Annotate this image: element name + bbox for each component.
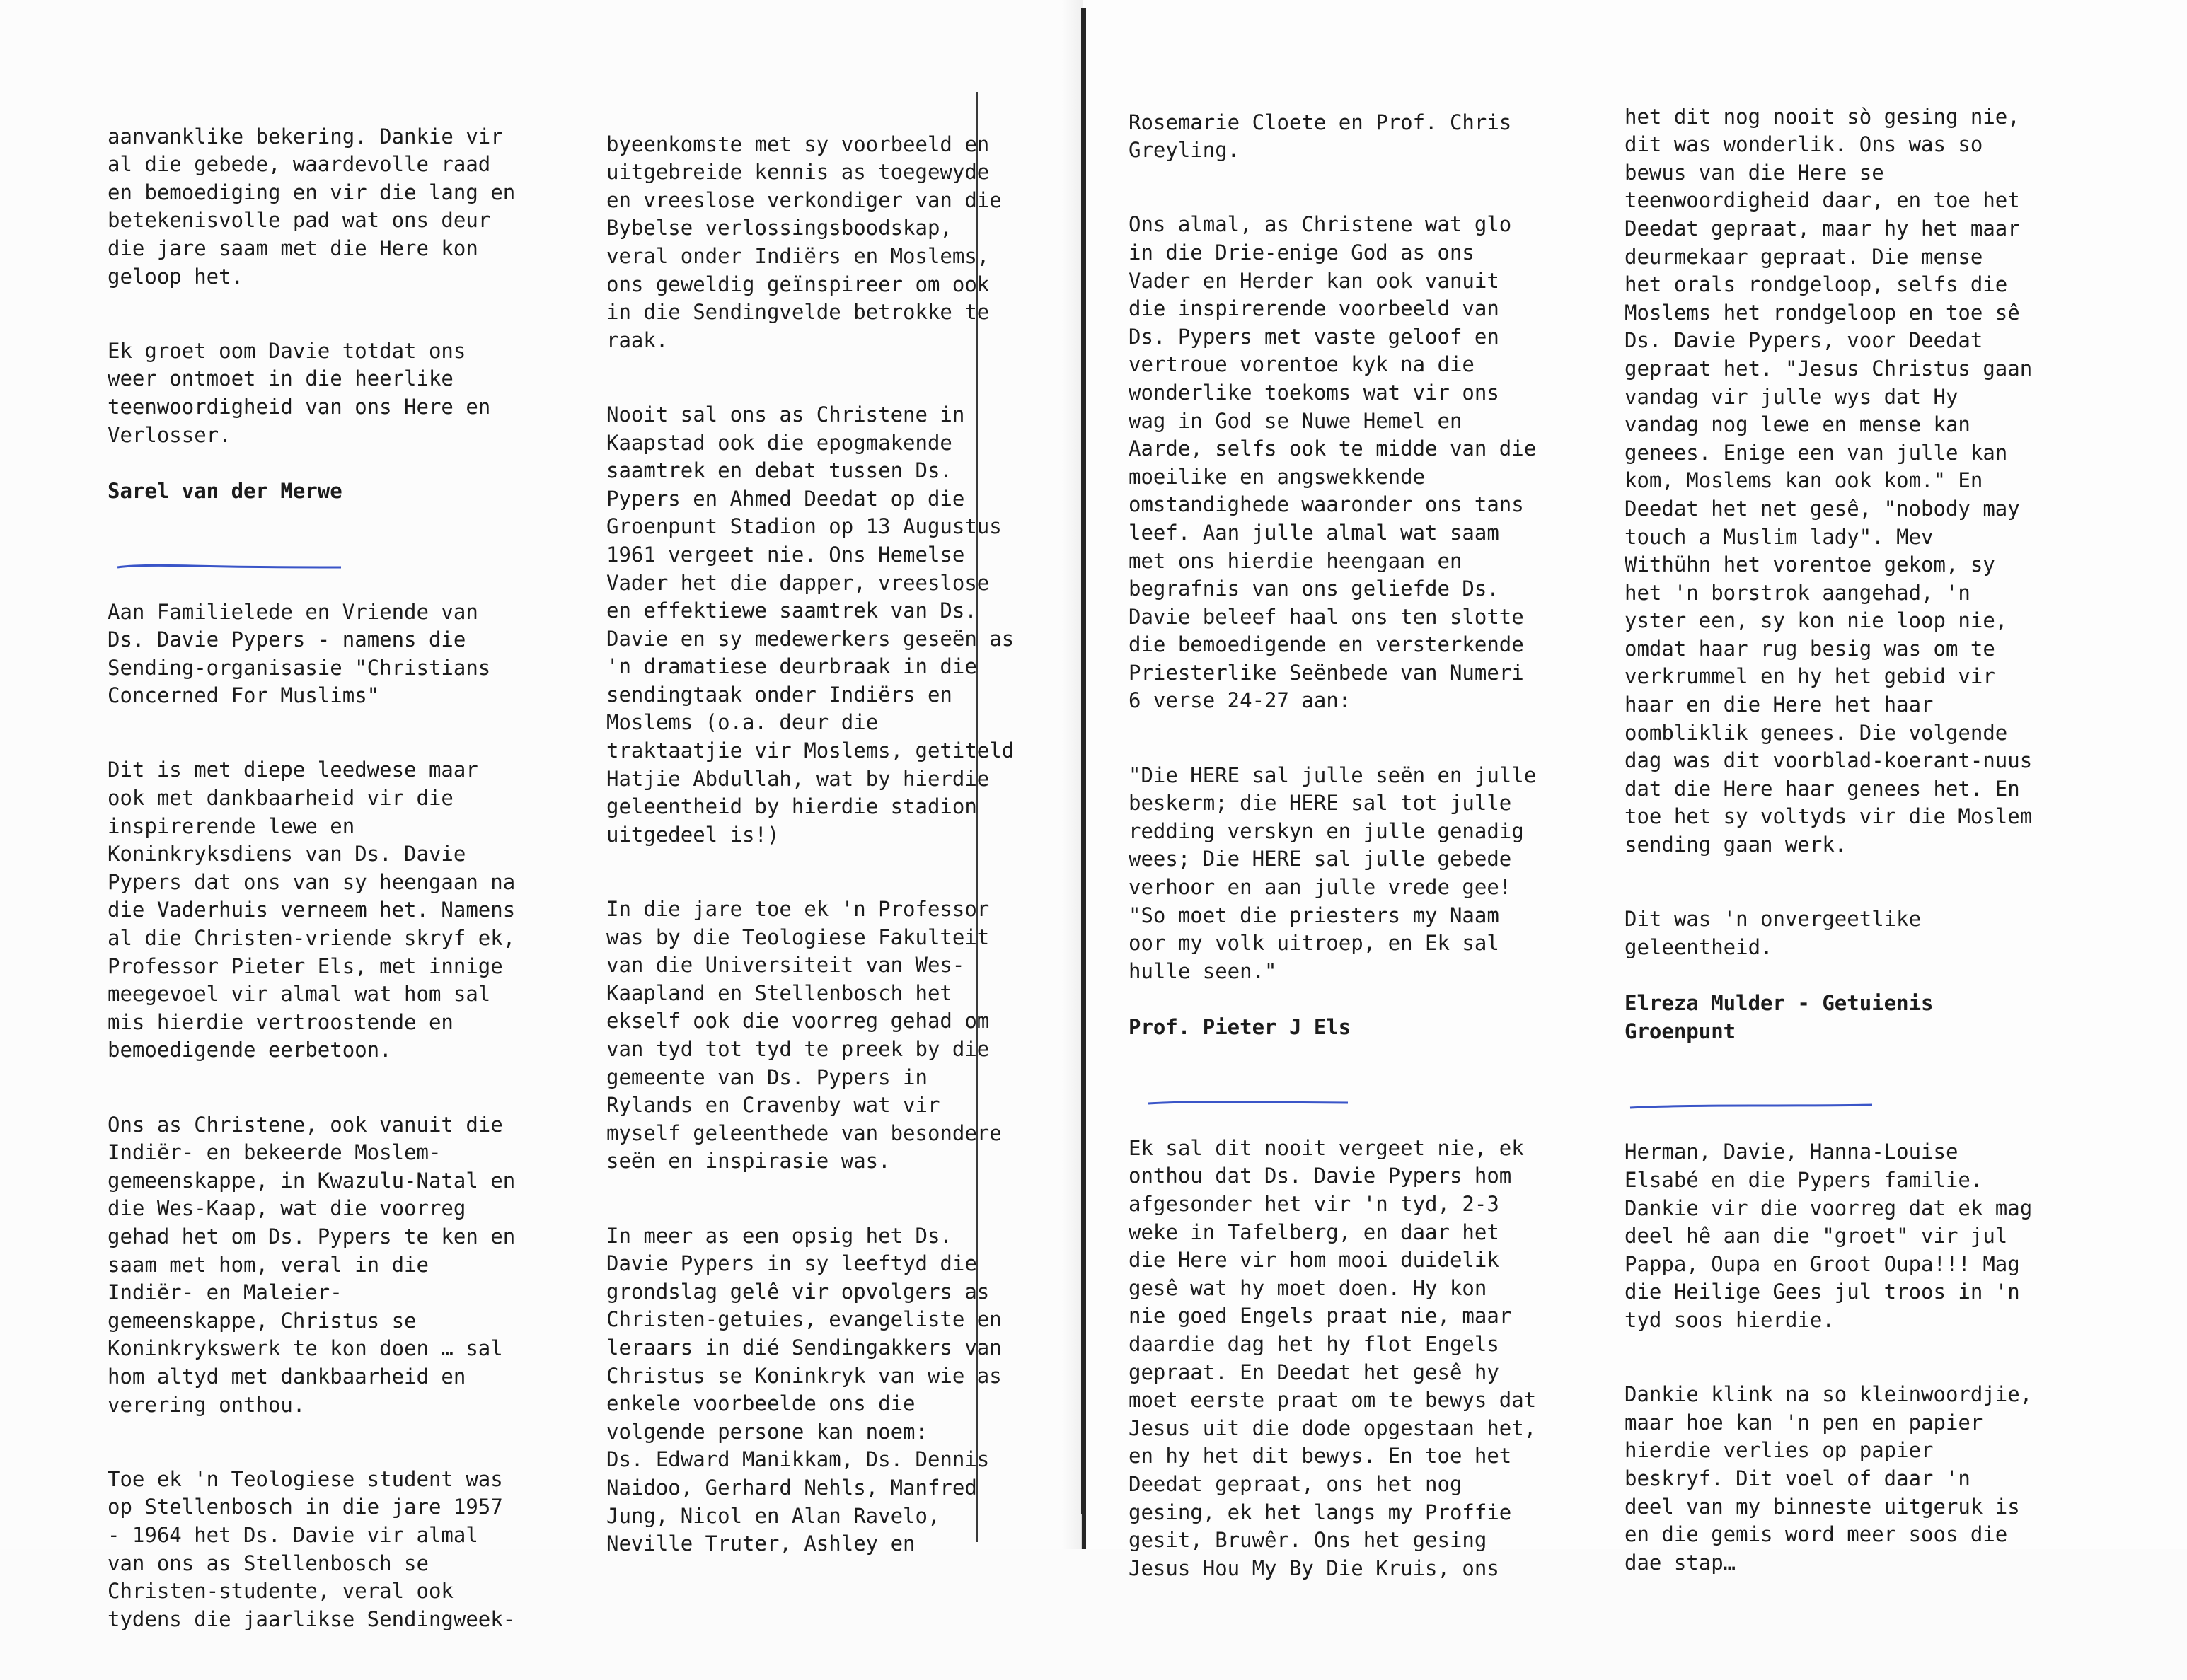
signature-elreza-mulder: Elreza Mulder - Getuienis Groenpunt [1625,991,1934,1043]
col3-signature [1129,1014,1581,1042]
col1-paragraph-1: aanvanklike bekering. Dankie vir al die gebede, waardevolle raad en bemoediging en vir die lang en betekenisvolle pad wat ons deur die jare saam met die Here kon geloop het. [108,124,516,289]
col1-signature [108,477,560,506]
col4-signature [1625,990,2077,1045]
col4-paragraph-4: Dankie klink na so kleinwoordjie, maar hoe kan 'n pen en papier hierdie verlies op papier beskryf. Dit voel of daar 'n deel van my binneste uitgeruk is en die gemis word meer soos die dae stap… [1625,1382,2033,1575]
col3-paragraph-4: Ek sal dit nooit vergeet nie, ek onthou dat Ds. Davie Pypers hom afgesonder het vir 'n tyd, 2-3 weke in Tafelberg, en daar het die Here vir hom mooi duidelik gesê wat hy moet doen. Hy kon nie goed Engels praat nie, maar daardie dag het hy flot Engels gepraat. En Deedat het gesê hy moet eerste praat om te bewys dat Jesus uit die dode opgestaan het, en hy het dit bewys. En toe het Deedat gepraat, ons het nog gesing, ek het langs my Proffie gesit, Bruwêr. Ons het gesing Jesus Hou My By Die Kruis, ons [1129,1135,1537,1580]
page-gutter [1081,8,1086,1549]
col3-paragraph-1: Rosemarie Cloete en Prof. Chris Greyling. [1129,110,1512,163]
column-1 [108,95,560,1680]
col3-paragraph-3: "Die HERE sal julle seën en julle beskerm; die HERE sal tot julle redding verskyn en julle genadig wees; Die HERE sal julle gebede verhoor en aan julle vrede gee! "So moet die priesters my Naam oor my volk uitroep, en Ek sal hulle seen." [1129,763,1537,983]
col1-paragraph-2: Ek groet oom Davie totdat ons weer ontmoet in die heerlike teenwoordigheid van ons Here en Verlosser. [108,338,491,447]
col4-paragraph-1: het dit nog nooit sò gesing nie, dit was wonderlik. Ons was so bewus van die Here se teenwoordigheid daar, en toe het Deedat gepraat, maar hy het maar deurmekaar gepraat. Die mense het orals rondgeloop, selfs die Moslems het rondgeloop en toe sê Ds. Davie Pypers, voor Deedat gepraat het. "Jesus Christus gaan vandag vir julle wys dat Hy vandag nog lewe en mense kan genees. Enige een van julle kan kom, Moslems kan ook kom." En Deedat het net gesê, "nobody may touch a Muslim lady". Mev Withühn het vorentoe gekom, sy het 'n borstrok aangehad, 'n yster een, sy kon nie loop nie, omdat haar rug besig was om te verkrummel en hy het gebid vir haar en die Here het haar oombliklik genees. Die volgende dag was dit voorblad-koerant-nuus dat die Here haar genees het. En toe het sy voltyds vir die Moslem sending gaan werk. [1625,104,2033,857]
pen-underline-1 [108,535,560,539]
column-3 [1129,81,1581,1629]
col2-paragraph-2: Nooit sal ons as Christene in Kaapstad ook die epogmakende saamtrek en debat tussen Ds. Pypers en Ahmed Deedat op die Groenpunt Stadion op 13 Augustus 1961 vergeet nie. Ons Hemelse Vader het die dapper, vreeslose en effektiewe saamtrek van Ds. Davie en sy medewerkers geseën as 'n dramatiese deurbraak in die sendingtaak onder Indiërs en Moslems (o.a. deur die traktaatjie vir Moslems, getiteld Hatjie Abdullah, wat by hierdie geleentheid by hierdie stadion uitgedeel is!) [606,402,1015,847]
fold-line [1081,1514,1082,1549]
col1-paragraph-6: Toe ek 'n Teologiese student was op Stellenbosch in die jare 1957 - 1964 het Ds. Davie vir almal van ons as Stellenbosch se Christen-studente, veral ook tydens die jaarlikse Sendingweek- [108,1466,516,1631]
col2-paragraph-4: In meer as een opsig het Ds. Davie Pypers in sy leeftyd die grondslag gelê vir opvolgers as Christen-getuies, evangeliste en leraars in dié Sendingakkers van Christus se Koninkryk van wie as enkele voorbeelde ons die volgende persone kan noem: Ds. Edward Manikkam, Ds. Dennis Naidoo, Gerhard Nehls, Manfred Jung, Nicol en Alan Ravelo, Neville Truter, Ashley en [606,1223,1002,1556]
column-4 [1625,75,2077,1623]
gutter-shadow [1061,0,1083,1549]
column-2 [606,103,1031,1604]
pen-underline-2 [1129,1071,1581,1075]
col4-paragraph-2: Dit was 'n onvergeetlike geleentheid. [1625,907,1922,959]
col1-paragraph-3: Aan Familielede en Vriende van Ds. Davie Pypers - namens die Sending-organisasie "Christians Concerned For Muslims" [108,599,491,708]
col1-paragraph-4: Dit is met diepe leedwese maar ook met dankbaarheid vir die inspirerende lewe en Koninkryksdiens van Ds. Davie Pypers dat ons van sy heengaan na die Vaderhuis verneem het. Namens al die Christen-vriende skryf ek, Professor Pieter Els, met innige meegevoel vir almal wat hom sal mis hierdie vertroostende en bemoedigende eerbetoon. [108,758,516,1062]
signature-prof-pieter-j-els: Prof. Pieter J Els [1129,1015,1351,1039]
col2-paragraph-3: In die jare toe ek 'n Professor was by die Teologiese Fakulteit van die Universiteit van Wes- Kaapland en Stellenbosch het ekself ook die voorreg gehad om van tyd tot tyd te preek by die gemeente van Ds. Pypers in Rylands en Cravenby wat vir myself geleenthede van besondere seën en inspirasie was. [606,897,1002,1174]
col2-paragraph-1: byeenkomste met sy voorbeeld en uitgebreide kennis as toegewyde en vreeslose verkondiger van die Bybelse verlossingsboodskap, veral onder Indiërs en Moslems, ons geweldig geïnspireer om ook in die Sendingvelde betrokke te raak. [606,132,1002,352]
col1-paragraph-5: Ons as Christene, ook vanuit die Indiër- en bekeerde Moslem- gemeenskappe, in Kwazulu-Natal en die Wes-Kaap, wat die voorreg gehad het om Ds. Pypers te ken en saam met hom, veral in die Indiër- en Maleier- gemeenskappe, Christus se Koninkrykswerk te kon doen … sal hom altyd met dankbaarheid en verering onthou. [108,1112,516,1417]
pen-underline-3 [1625,1075,2077,1079]
col3-paragraph-2: Ons almal, as Christene wat glo in die Drie-enige God as ons Vader en Herder kan ook vanuit die inspirerende voorbeeld van Ds. Pypers met vaste geloof en vertroue vorentoe kyk na die wonderlike toekoms wat vir ons wag in God se Nuwe Hemel en Aarde, selfs ook te midde van die moeilike en angswekkende omstandighede waaronder ons tans leef. Aan julle almal wat saam met ons hierdie heengaan en begrafnis van ons geliefde Ds. Davie beleef haal ons ten slotte die bemoedigende en versterkende Priesterlike Seënbede van Numeri 6 verse 24-27 aan: [1129,212,1537,713]
signature-sarel-van-der-merwe: Sarel van der Merwe [108,478,342,503]
col4-paragraph-3: Herman, Davie, Hanna-Louise Elsabé en die Pypers familie. Dankie vir die voorreg dat ek mag deel hê aan die "groet" vir jul Pappa, Oupa en Groot Oupa!!! Mag die Heilige Gees jul troos in 'n tyd soos hierdie. [1625,1140,2033,1332]
